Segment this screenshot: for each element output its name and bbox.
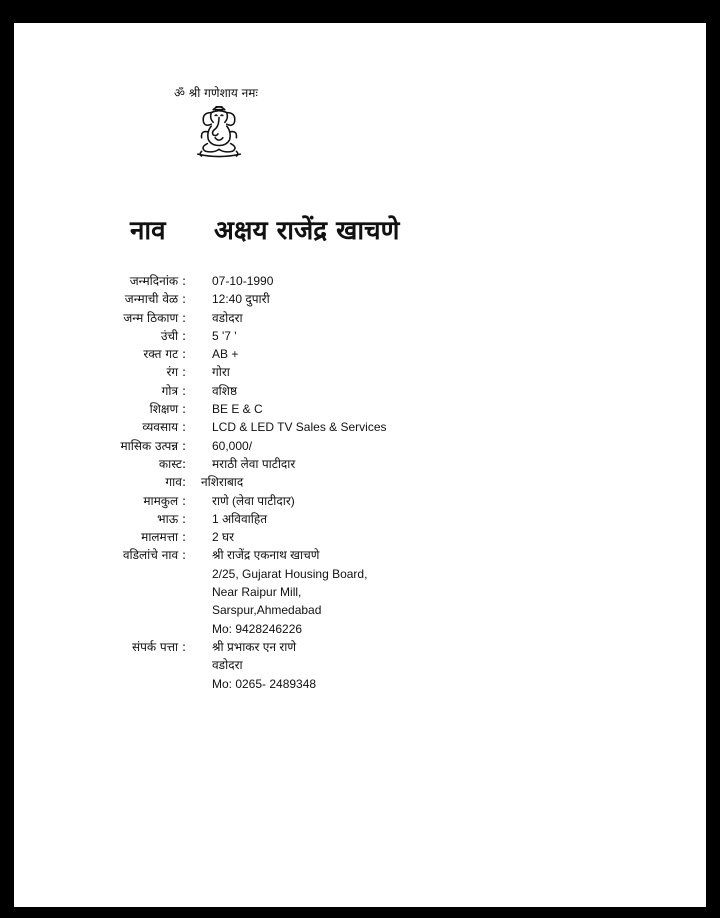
detail-value: वशिष्ठ — [212, 383, 238, 398]
detail-row-birth-time — [14, 290, 706, 308]
detail-value: Sarspur,Ahmedabad — [212, 603, 322, 618]
detail-label: जन्म ठिकाण : — [123, 310, 186, 325]
detail-value: वडोदरा — [212, 658, 243, 673]
detail-value: 07-10-1990 — [212, 274, 274, 288]
name-value: अक्षय राजेंद्र खाचणे — [214, 216, 400, 246]
detail-label: जन्मदिनांक : — [129, 274, 186, 288]
detail-row-gotra — [14, 382, 706, 400]
detail-label: शिक्षण : — [149, 402, 186, 417]
detail-label: रंग : — [166, 365, 186, 380]
detail-value: श्री राजेंद्र एकनाथ खाचणे — [212, 548, 320, 563]
detail-row-village — [14, 473, 706, 491]
ganesha-icon — [190, 101, 248, 159]
detail-row-caste — [14, 455, 706, 473]
detail-row-brother — [14, 510, 706, 528]
detail-label: मामकुल : — [143, 493, 186, 508]
detail-label: जन्माची वेळ : — [124, 292, 186, 307]
detail-value: 12:40 दुपारी — [212, 292, 270, 307]
detail-value: 5 '7 ' — [212, 328, 237, 343]
detail-row-birthdate — [14, 272, 706, 290]
detail-value: मराठी लेवा पाटीदार — [212, 456, 296, 471]
detail-row-contact-mobile — [14, 675, 706, 693]
detail-row-complexion — [14, 363, 706, 381]
detail-row-birthplace — [14, 309, 706, 327]
detail-label: गाव: — [165, 475, 186, 490]
detail-row-height — [14, 327, 706, 345]
detail-label: भाऊ : — [157, 511, 186, 526]
detail-label: व्यवसाय : — [142, 420, 186, 435]
detail-row-occupation — [14, 418, 706, 436]
details-list — [14, 272, 706, 693]
detail-row-property — [14, 528, 706, 546]
detail-value: वडोदरा — [212, 310, 243, 325]
detail-value: गोरा — [212, 365, 230, 380]
detail-row-father-name — [14, 546, 706, 564]
detail-label: कास्ट: — [158, 456, 186, 471]
detail-value: Mo: 9428246226 — [212, 621, 303, 636]
detail-label: उंची : — [160, 328, 186, 343]
invocation-text: ॐ श्री गणेशाय नमः — [174, 86, 258, 100]
detail-row-monthly-income — [14, 437, 706, 455]
detail-value: 2 घर — [212, 530, 235, 545]
detail-row-father-address-2 — [14, 583, 706, 601]
detail-value: 2/25, Gujarat Housing Board, — [212, 566, 368, 581]
detail-row-contact-city — [14, 656, 706, 674]
detail-row-contact-address — [14, 638, 706, 656]
detail-value: राणे (लेवा पाटीदार) — [212, 493, 295, 508]
detail-value: AB + — [212, 347, 239, 362]
detail-value: 1 अविवाहित — [212, 511, 268, 526]
detail-row-father-address-3 — [14, 601, 706, 619]
detail-row-father-mobile — [14, 620, 706, 638]
detail-label: रक्त गट : — [143, 347, 186, 362]
detail-value: LCD & LED TV Sales & Services — [212, 420, 387, 435]
detail-value: Near Raipur Mill, — [212, 585, 302, 600]
detail-row-education — [14, 400, 706, 418]
detail-value: Mo: 0265- 2489348 — [212, 676, 317, 691]
detail-value: नशिराबाद — [201, 475, 244, 490]
biodata-page — [14, 23, 706, 907]
detail-label: वडिलांचे नाव : — [122, 548, 186, 563]
detail-row-blood-group — [14, 345, 706, 363]
detail-value: श्री प्रभाकर एन राणे — [212, 639, 297, 654]
detail-label: गोत्र : — [161, 383, 186, 398]
detail-value: BE E & C — [212, 402, 263, 417]
detail-label: मालमत्ता : — [141, 530, 186, 545]
name-label: नाव — [130, 216, 166, 246]
detail-label: मासिक उत्पन्न : — [120, 438, 186, 453]
detail-row-father-address-1 — [14, 565, 706, 583]
detail-row-maternal-family — [14, 492, 706, 510]
detail-value: 60,000/ — [212, 438, 253, 453]
detail-label: संपर्क पत्ता : — [131, 639, 186, 654]
